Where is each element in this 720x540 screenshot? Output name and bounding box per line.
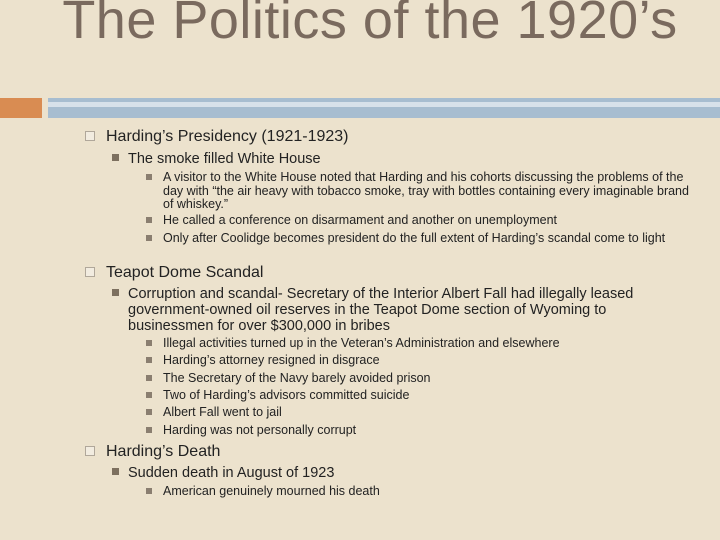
small-square-bullet-icon — [146, 217, 152, 223]
small-square-bullet-icon — [146, 357, 152, 363]
detail-attorney-resigned: Harding’s attorney resigned in disgrace — [163, 354, 693, 368]
detail-fall-jail: Albert Fall went to jail — [163, 406, 693, 420]
square-bullet-icon — [112, 289, 119, 296]
small-square-bullet-icon — [146, 392, 152, 398]
detail-advisors-suicide: Two of Harding’s advisors committed suicide — [163, 389, 693, 403]
small-square-bullet-icon — [146, 409, 152, 415]
detail-veterans-administration: Illegal activities turned up in the Veteran’s Administration and elsewhere — [163, 337, 693, 351]
detail-not-corrupt: Harding was not personally corrupt — [163, 424, 693, 438]
section-heading-teapot-dome: Teapot Dome Scandal — [106, 264, 263, 282]
detail-conference: He called a conference on disarmament and another on unemployment — [163, 214, 693, 228]
section-heading-harding-presidency: Harding’s Presidency (1921-1923) — [106, 128, 349, 146]
small-square-bullet-icon — [146, 488, 152, 494]
small-square-bullet-icon — [146, 174, 152, 180]
hollow-square-bullet-icon — [85, 446, 95, 456]
small-square-bullet-icon — [146, 235, 152, 241]
square-bullet-icon — [112, 154, 119, 161]
hollow-square-bullet-icon — [85, 267, 95, 277]
slide-title: The Politics of the 1920’s — [62, 0, 678, 50]
subpoint-corruption: Corruption and scandal- Secretary of the Interior Albert Fall had illegally leased government-owned oil reserves in the Teapot Dome section of Wyoming to businessmen for over $300,000 in bribes — [128, 286, 653, 334]
hollow-square-bullet-icon — [85, 131, 95, 141]
subpoint-smoke-filled: The smoke filled White House — [128, 151, 688, 167]
detail-navy-secretary: The Secretary of the Navy barely avoided prison — [163, 372, 693, 386]
detail-coolidge: Only after Coolidge becomes president do the full extent of Harding’s scandal come to light — [163, 232, 693, 246]
detail-mourned: American genuinely mourned his death — [163, 485, 693, 499]
small-square-bullet-icon — [146, 375, 152, 381]
square-bullet-icon — [112, 468, 119, 475]
detail-visitor-note: A visitor to the White House noted that Harding and his cohorts discussing the problems of the day with “the air heavy with tobacco smoke, tray with bottles containing every imaginable brand of whiskey.” — [163, 171, 693, 212]
small-square-bullet-icon — [146, 427, 152, 433]
small-square-bullet-icon — [146, 340, 152, 346]
section-heading-harding-death: Harding’s Death — [106, 443, 220, 461]
subpoint-sudden-death: Sudden death in August of 1923 — [128, 465, 688, 481]
